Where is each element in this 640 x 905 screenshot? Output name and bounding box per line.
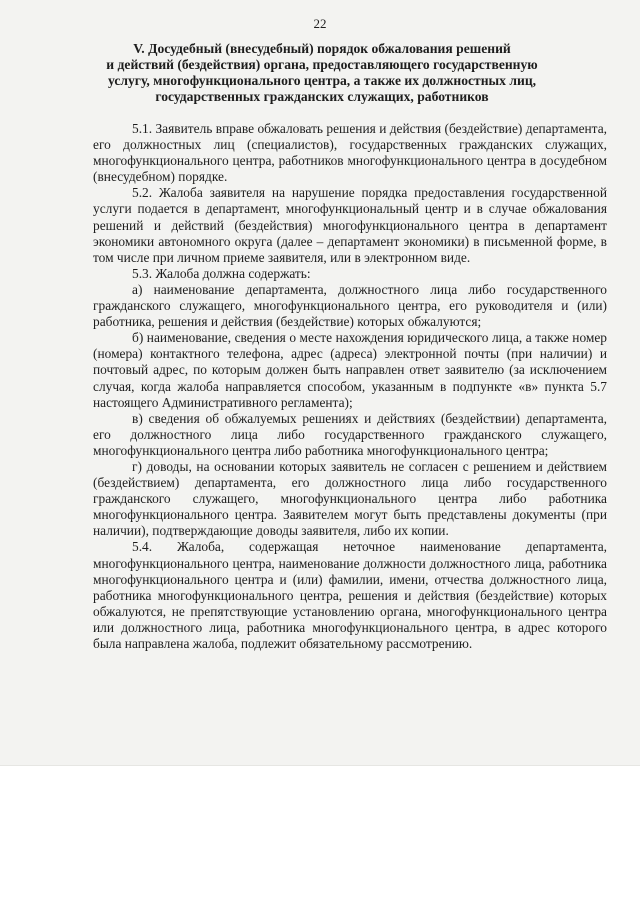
paragraph-5-3-v: в) сведения об обжалуемых решениях и действиях (бездействии) департамента, его должностного лица либо государственного гражданского служащего, многофункционального центра либо работника многофункционального центра; xyxy=(93,410,607,458)
section-heading-line: и действий (бездействия) органа, предоставляющего государственную xyxy=(106,57,538,72)
section-heading-line: V. Досудебный (внесудебный) порядок обжалования решений xyxy=(133,41,511,56)
section-heading-line: государственных гражданских служащих, работников xyxy=(155,89,489,104)
paragraph-5-1: 5.1. Заявитель вправе обжаловать решения и действия (бездействие) департамента, его должностных лиц (специалистов), государственных гражданских служащих, многофункционального центра, работников многофункционального центра в досудебном (внесудебном) порядке. xyxy=(93,121,607,185)
page-number: 22 xyxy=(313,16,327,31)
paragraph-5-4: 5.4. Жалоба, содержащая неточное наименование департамента, многофункционального центра, наименование должности должностного лица, работника многофункционального центра и (или) фамилии, имени, отчества должностного лица, работника многофункционального центра, решения и действия (бездействие) которых обжалуются, не препятствующие установлению органа, многофункционального центра или должностного лица, работника многофункционального центра, в адрес которого была направлена жалоба, подлежит обязательному рассмотрению. xyxy=(93,539,607,651)
section-heading xyxy=(80,41,564,105)
paragraph-5-2: 5.2. Жалоба заявителя на нарушение порядка предоставления государственной услуги подается в департамент, многофункциональный центр и в случае обжалования решений и действий (бездействия) многофункционального центра в департамент экономики автономного округа (далее – департамент экономики) в письменной форме, в том числе при личном приеме заявителя, или в электронном виде. xyxy=(93,185,607,265)
paragraph-5-3-b: б) наименование, сведения о месте нахождения юридического лица, а также номер (номера) контактного телефона, адрес (адреса) электронной почты (при наличии) и почтовый адрес, по которым должен быть направлен ответ заявителю (за исключением случая, когда жалоба направляется способом, указанным в подпункте «в» пункта 5.7 настоящего Административного регламента); xyxy=(93,330,607,410)
paragraph-5-3-g: г) доводы, на основании которых заявитель не согласен с решением и действием (бездействием) департамента, его должностного лица либо государственного гражданского служащего, многофункционального центра либо работника многофункционального центра. Заявителем могут быть представлены документы (при наличии), подтверждающие доводы заявителя, либо их копии. xyxy=(93,458,607,539)
section-heading-line: услугу, многофункционального центра, а также их должностных лиц, xyxy=(107,73,537,88)
document-body xyxy=(93,121,607,652)
paragraph-5-3: 5.3. Жалоба должна содержать: xyxy=(132,265,311,281)
paragraph-5-3-a: а) наименование департамента, должностного лица либо государственного гражданского служащего, многофункционального центра, его руководителя и (или) работника, решения и действия (бездействие) которых обжалуются; xyxy=(93,281,607,330)
